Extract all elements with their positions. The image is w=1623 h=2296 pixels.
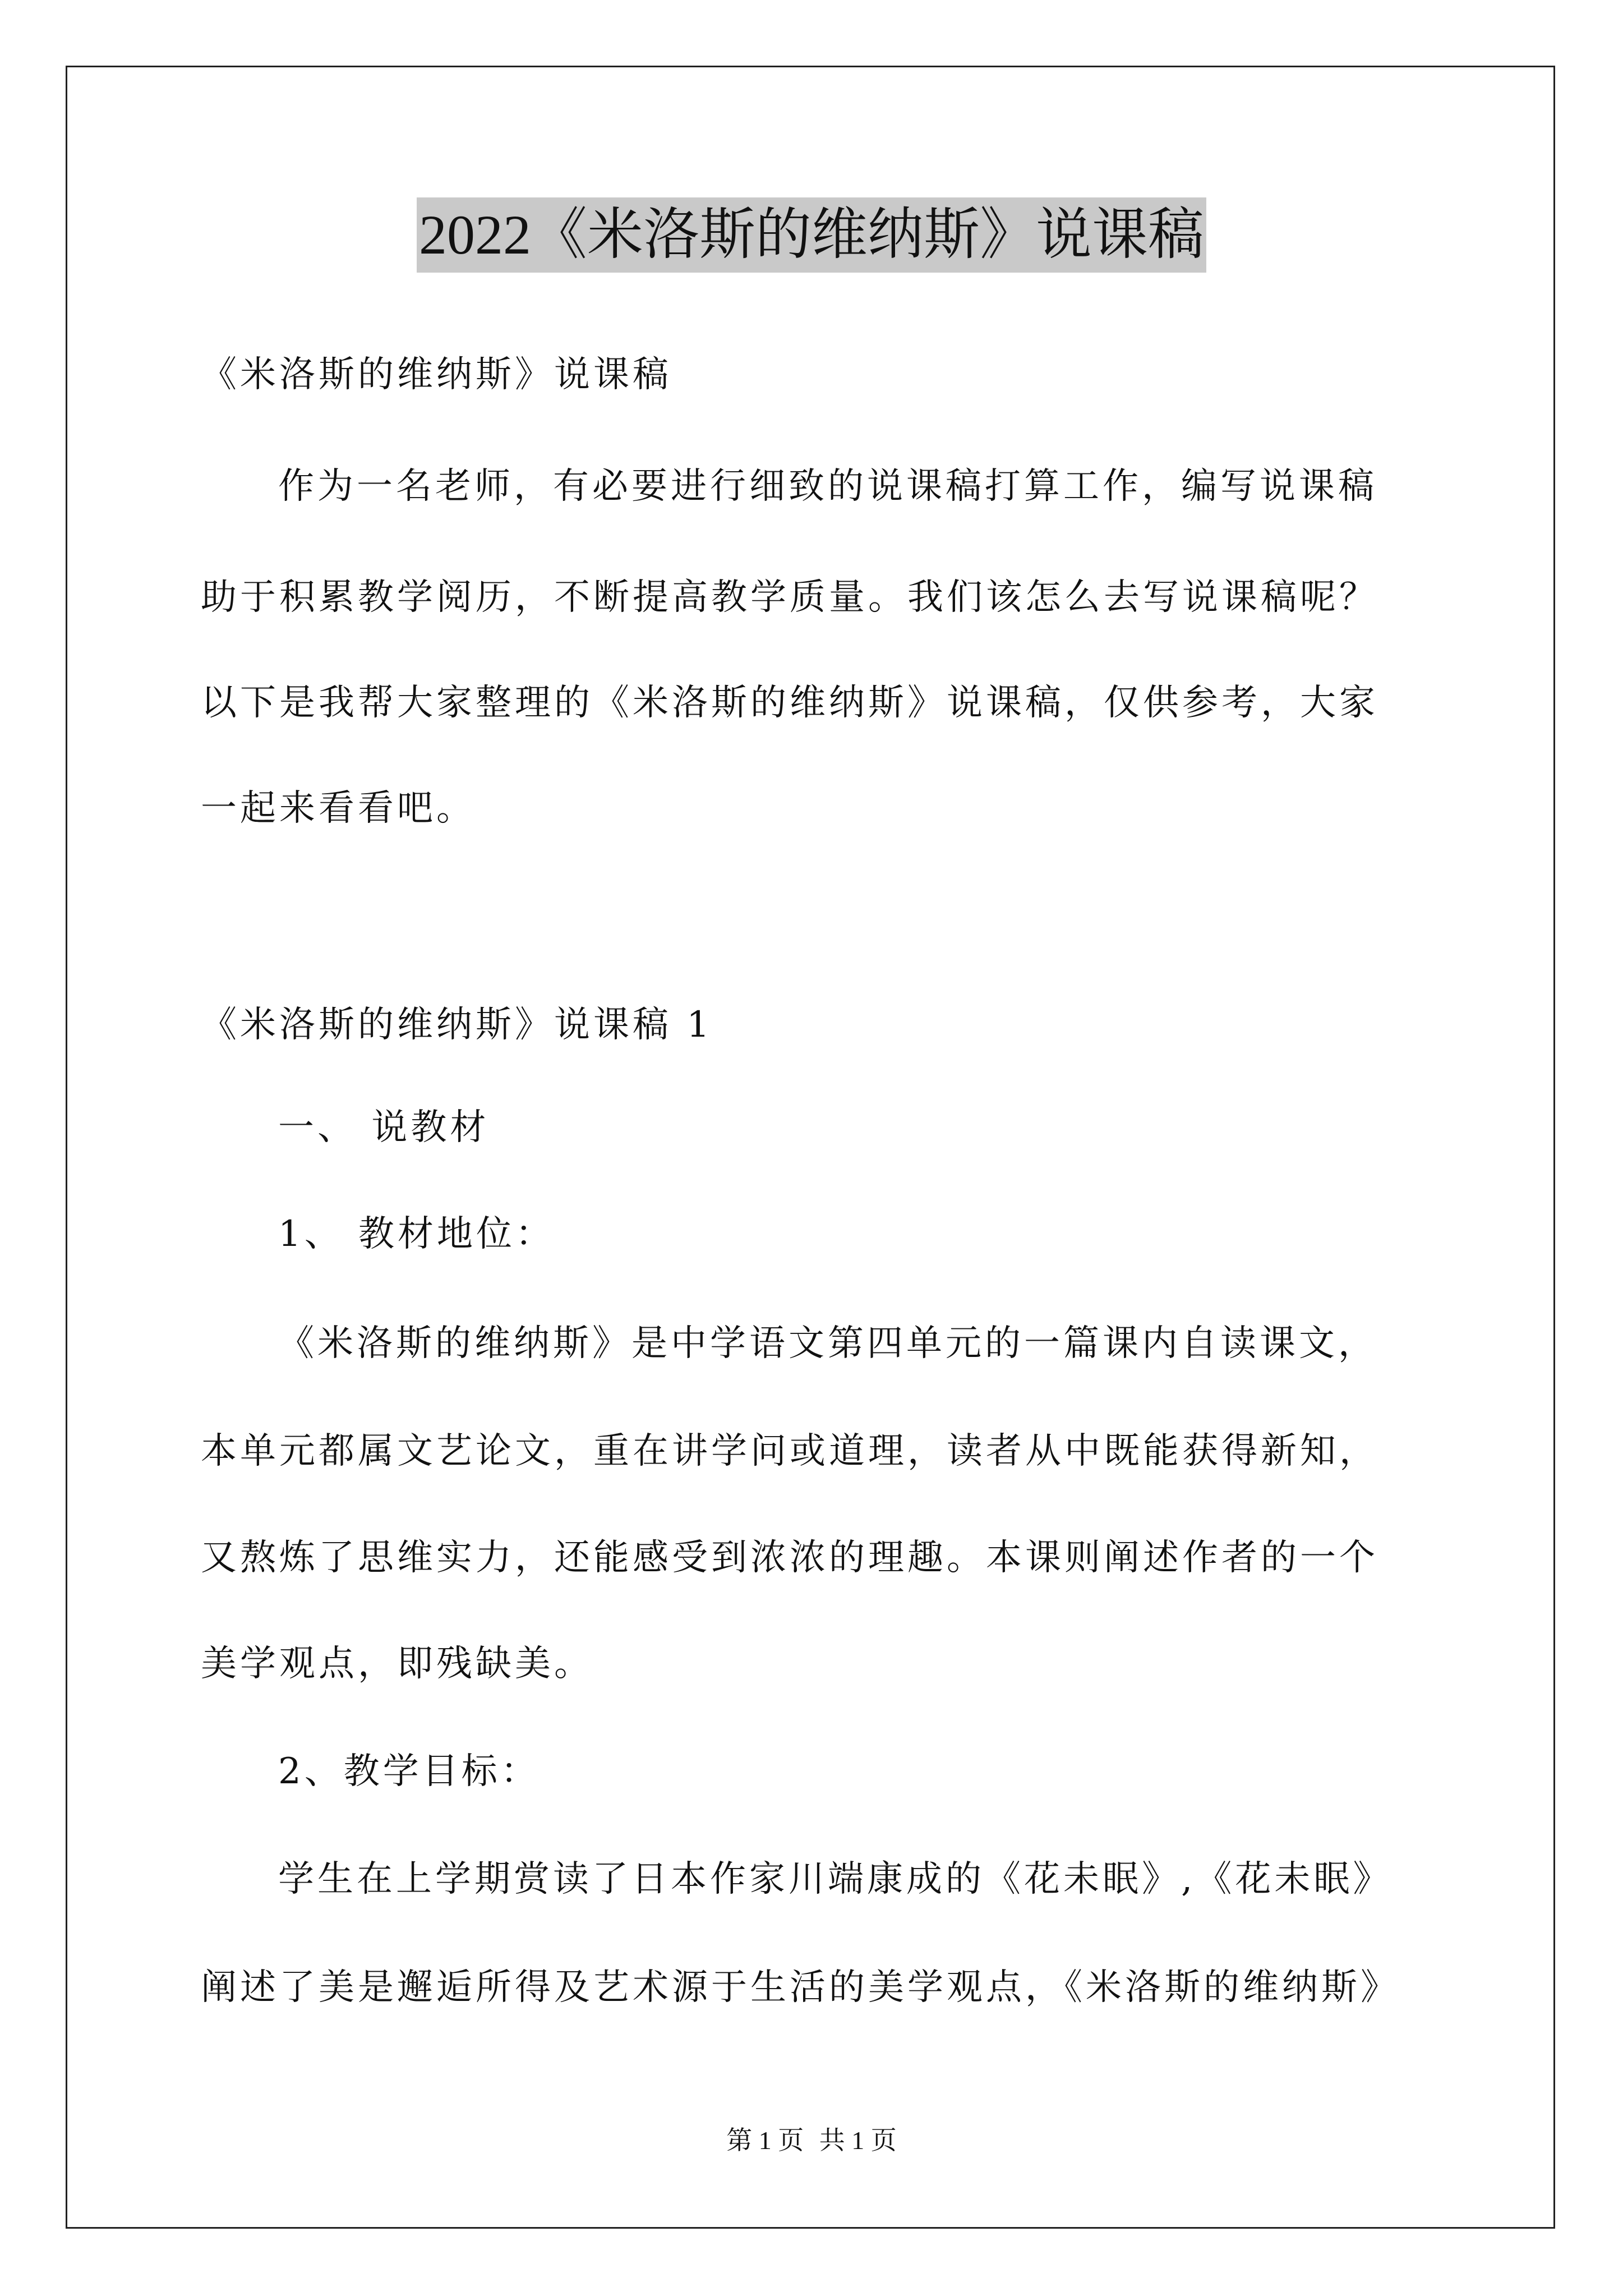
section-heading: 《米洛斯的维纳斯》说课稿 1 xyxy=(201,1004,713,1046)
title-wrap xyxy=(0,197,1623,273)
document-title: 2022《米洛斯的维纳斯》说课稿 xyxy=(417,197,1206,273)
intro-line-1: 作为一名老师，有必要进行细致的说课稿打算工作，编写说课稿 xyxy=(278,466,1377,507)
body-line-4: 美学观点，即残缺美。 xyxy=(201,1643,593,1685)
intro-line-3: 以下是我帮大家整理的《米洛斯的维纳斯》说课稿，仅供参考，大家 xyxy=(201,682,1378,724)
heading-teaching-goals: 2、教学目标： xyxy=(278,1751,540,1792)
intro-line-2: 助于积累教学阅历，不断提高教学质量。我们该怎么去写说课稿呢？ xyxy=(201,577,1378,618)
page-number-total: 共 1 页 xyxy=(819,2126,897,2155)
page-number-current: 第 1 页 xyxy=(726,2126,804,2155)
subtitle-line: 《米洛斯的维纳斯》说课稿 xyxy=(201,354,672,395)
heading-material-position: 1、 教材地位： xyxy=(278,1213,555,1255)
heading-teaching-material: 一、 说教材 xyxy=(278,1107,490,1148)
body-line-3: 又熬炼了思维实力，还能感受到浓浓的理趣。本课则阐述作者的一个 xyxy=(201,1537,1378,1579)
page-footer xyxy=(0,2124,1623,2157)
body-line-2: 本单元都属文艺论文，重在讲学问或道理，读者从中既能获得新知， xyxy=(201,1430,1378,1472)
intro-line-4: 一起来看看吧。 xyxy=(201,788,476,829)
body-line-1: 《米洛斯的维纳斯》是中学语文第四单元的一篇课内自读课文， xyxy=(278,1323,1377,1364)
body-line-5: 学生在上学期赏读了日本作家川端康成的《花未眠》,《花未眠》 xyxy=(278,1858,1393,1900)
body-line-6: 阐述了美是邂逅所得及艺术源于生活的美学观点，《米洛斯的维纳斯》 xyxy=(201,1967,1400,2008)
